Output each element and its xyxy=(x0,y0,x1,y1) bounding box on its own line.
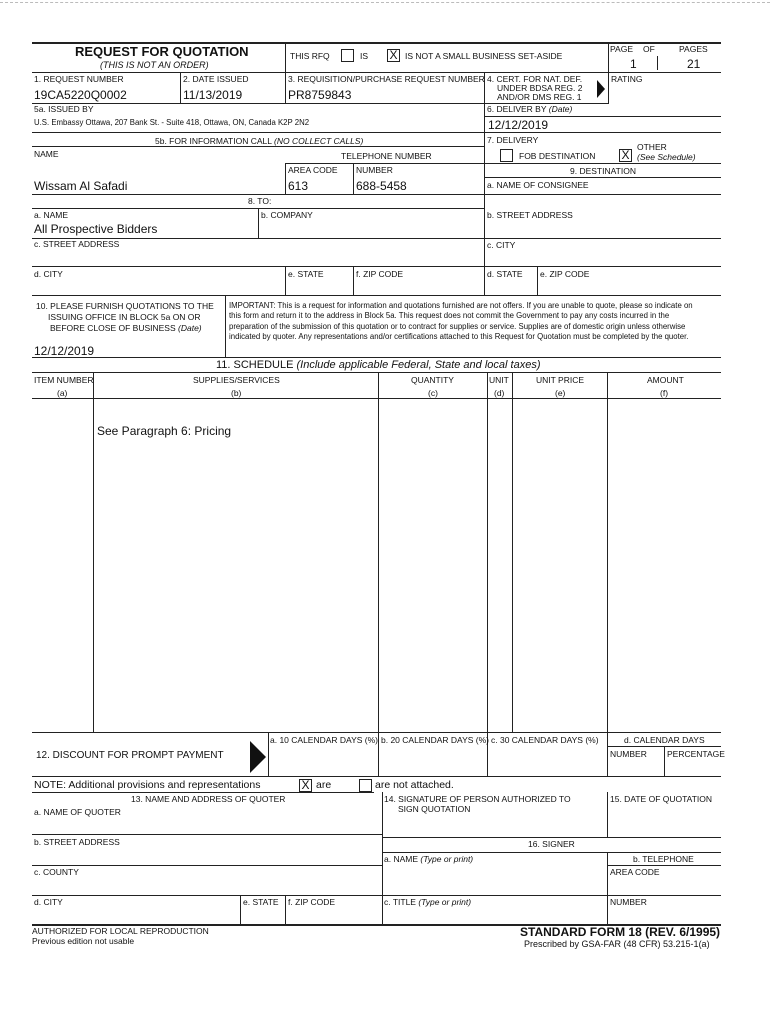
discount-number: NUMBER xyxy=(610,749,647,759)
other-label: OTHER xyxy=(637,142,667,152)
discount-percentage: PERCENTAGE xyxy=(667,749,725,759)
cert-label-2: UNDER BDSA REG. 2 xyxy=(497,83,583,93)
signer-area-code-label: AREA CODE xyxy=(610,867,660,877)
signature-label-2: SIGN QUOTATION xyxy=(398,804,471,814)
destination-label: 9. DESTINATION xyxy=(570,166,636,176)
name-label: NAME xyxy=(34,149,59,159)
fob-destination-checkbox[interactable] xyxy=(500,149,513,162)
rule xyxy=(258,208,259,238)
request-number-label: 1. REQUEST NUMBER xyxy=(34,74,124,84)
quoter-county-label: c. COUNTY xyxy=(34,867,79,877)
quoter-street-label: b. STREET ADDRESS xyxy=(34,837,120,847)
rule xyxy=(285,895,286,924)
col-quantity-sub: (c) xyxy=(428,388,438,398)
form-subtitle: (THIS IS NOT AN ORDER) xyxy=(100,60,209,70)
requisition-number[interactable]: PR8759843 xyxy=(288,88,352,102)
is-label: IS xyxy=(360,51,369,61)
to-name[interactable]: All Prospective Bidders xyxy=(34,222,158,236)
to-state-label: e. STATE xyxy=(288,269,324,279)
rule xyxy=(32,834,382,835)
rule xyxy=(32,398,721,399)
footer-authorized: AUTHORIZED FOR LOCAL REPRODUCTION xyxy=(32,926,209,936)
to-zip-label: f. ZIP CODE xyxy=(356,269,404,279)
discount-30-days: c. 30 CALENDAR DAYS (%) xyxy=(491,735,599,745)
rule xyxy=(93,372,94,732)
quoter-zip-label: f. ZIP CODE xyxy=(288,897,336,907)
rule xyxy=(484,177,721,178)
rule xyxy=(382,792,383,924)
rule xyxy=(240,895,241,924)
quotation-due-date[interactable]: 12/12/2019 xyxy=(34,344,95,358)
rule xyxy=(487,372,488,776)
to-city-label: d. CITY xyxy=(34,269,63,279)
rule xyxy=(382,837,721,838)
fob-destination-label: FOB DESTINATION xyxy=(519,151,596,161)
col-unit: UNIT xyxy=(489,375,509,385)
rule xyxy=(32,895,721,896)
rule xyxy=(607,792,608,837)
signature-label-1: 14. SIGNATURE OF PERSON AUTHORIZED TO xyxy=(384,794,571,804)
rule xyxy=(285,163,484,164)
important-notice: IMPORTANT: This is a request for information and quotations furnished are not offers. If you are unable to quote, please so indicate on this form and return it to the address in Block 5a. This request does not commit the Government to pay any costs incurred in the preparation of the submission of this quotation or to contract for supplies or service. Supplies are of domestic origin unless otherwise indicated by quoter. Any representations and/or certifications attached to this Request for Quotation must be completed by the quoter. xyxy=(229,301,693,342)
cert-label-1: 4. CERT. FOR NAT. DEF. xyxy=(487,74,583,84)
rule xyxy=(607,372,608,776)
rule xyxy=(657,56,658,70)
footer-prescribed: Prescribed by GSA-FAR (48 CFR) 53.215-1(a) xyxy=(524,939,710,949)
is-not-set-aside-checkbox[interactable] xyxy=(387,49,400,62)
contact-name[interactable]: Wissam Al Safadi xyxy=(34,179,128,193)
schedule-content[interactable]: See Paragraph 6: Pricing xyxy=(97,424,232,438)
to-name-label: a. NAME xyxy=(34,210,69,220)
discount-label: 12. DISCOUNT FOR PROMPT PAYMENT xyxy=(36,750,224,761)
block-13-label: 13. NAME AND ADDRESS OF QUOTER xyxy=(131,794,286,804)
cert-label-3: AND/OR DMS REG. 1 xyxy=(497,92,582,102)
rule xyxy=(180,72,181,103)
deliver-by-label: 6. DELIVER BY (Date) xyxy=(487,104,573,114)
rule xyxy=(607,746,721,747)
rating-label: RATING xyxy=(611,74,643,84)
rule xyxy=(32,266,721,267)
rule xyxy=(607,852,608,924)
rule xyxy=(512,372,513,732)
page-number: 1 xyxy=(630,57,637,71)
rule xyxy=(32,295,721,296)
signer-title-label: c. TITLE (Type or print) xyxy=(384,897,472,907)
to-label: 8. TO: xyxy=(248,196,272,206)
rule xyxy=(32,238,721,239)
top-edge xyxy=(0,2,770,3)
this-rfq-label: THIS RFQ xyxy=(290,51,330,61)
rule xyxy=(484,116,721,117)
footer-form-number: STANDARD FORM 18 (REV. 6/1995) xyxy=(520,925,721,939)
rule xyxy=(32,357,721,358)
col-quantity: QUANTITY xyxy=(411,375,454,385)
request-number[interactable]: 19CA5220Q0002 xyxy=(34,88,127,102)
provisions-are-not-checkbox[interactable] xyxy=(359,779,372,792)
area-code-label: AREA CODE xyxy=(288,165,338,175)
area-code[interactable]: 613 xyxy=(288,179,309,193)
signer-telephone-label: b. TELEPHONE xyxy=(633,854,694,864)
col-unit-sub: (d) xyxy=(494,388,505,398)
deliver-by-date[interactable]: 12/12/2019 xyxy=(488,118,549,132)
company-label: b. COMPANY xyxy=(261,210,313,220)
col-item-number: ITEM NUMBER xyxy=(34,375,94,385)
destination-zip-label: e. ZIP CODE xyxy=(540,269,590,279)
rule xyxy=(285,266,286,295)
rule xyxy=(285,72,286,103)
rule xyxy=(32,776,721,777)
signer-number-label: NUMBER xyxy=(610,897,647,907)
rule xyxy=(32,146,484,147)
date-issued-label: 2. DATE ISSUED xyxy=(183,74,249,84)
check-mark: X xyxy=(621,148,630,162)
rule xyxy=(285,42,286,72)
rule xyxy=(353,163,354,194)
quoter-state-label: e. STATE xyxy=(243,897,279,907)
number-label: NUMBER xyxy=(356,165,393,175)
arrow-right-icon xyxy=(250,741,266,773)
date-of-quotation-label: 15. DATE OF QUOTATION xyxy=(610,794,713,804)
rule xyxy=(664,746,665,776)
info-call-label: 5b. FOR INFORMATION CALL (NO COLLECT CALLS) xyxy=(155,136,364,146)
phone-number[interactable]: 688-5458 xyxy=(356,179,407,193)
col-supplies: SUPPLIES/SERVICES xyxy=(193,375,280,385)
rule xyxy=(484,72,485,295)
page-label: PAGE xyxy=(610,44,633,54)
col-amount-sub: (f) xyxy=(660,388,669,398)
is-set-aside-checkbox[interactable] xyxy=(341,49,354,62)
arrow-right-icon xyxy=(597,80,605,98)
note-text: NOTE: Additional provisions and representations xyxy=(34,779,261,791)
discount-10-days: a. 10 CALENDAR DAYS (%) xyxy=(270,735,379,745)
of-label: OF xyxy=(643,44,655,54)
rule xyxy=(607,865,721,866)
is-not-set-aside-label: IS NOT A SMALL BUSINESS SET-ASIDE xyxy=(405,51,563,61)
rule xyxy=(32,732,721,733)
col-unit-price: UNIT PRICE xyxy=(536,375,585,385)
pages-count: 21 xyxy=(687,57,701,71)
col-supplies-sub: (b) xyxy=(231,388,242,398)
rule xyxy=(32,865,382,866)
other-checkbox[interactable] xyxy=(619,149,632,162)
furnish-line-2: ISSUING OFFICE IN BLOCK 5a ON OR xyxy=(48,312,201,322)
rule xyxy=(32,792,374,793)
signer-label: 16. SIGNER xyxy=(528,839,575,849)
see-schedule-label: (See Schedule) xyxy=(637,152,696,162)
footer-previous-edition: Previous edition not usable xyxy=(32,936,135,946)
rule xyxy=(353,266,354,295)
form-title: REQUEST FOR QUOTATION xyxy=(75,44,249,59)
destination-street-label: b. STREET ADDRESS xyxy=(487,210,573,220)
rule xyxy=(382,852,721,853)
are-not-label: are not attached. xyxy=(375,779,454,791)
quoter-city-label: d. CITY xyxy=(34,897,63,907)
furnish-line-1: 10. PLEASE FURNISH QUOTATIONS TO THE xyxy=(36,301,214,311)
delivery-label: 7. DELIVERY xyxy=(487,135,539,145)
discount-20-days: b. 20 CALENDAR DAYS (%) xyxy=(381,735,490,745)
col-amount: AMOUNT xyxy=(647,375,684,385)
rule xyxy=(285,163,286,194)
to-street-label: c. STREET ADDRESS xyxy=(34,239,120,249)
check-mark: X xyxy=(389,48,398,62)
rule xyxy=(225,295,226,357)
quoter-name-label: a. NAME OF QUOTER xyxy=(34,807,121,817)
pages-label: PAGES xyxy=(679,44,708,54)
schedule-title: 11. SCHEDULE (Include applicable Federal, State and local taxes) xyxy=(216,359,541,371)
rule xyxy=(32,372,721,373)
rule xyxy=(32,132,721,133)
rule xyxy=(32,72,721,73)
issued-by-label: 5a. ISSUED BY xyxy=(34,104,94,114)
destination-state-label: d. STATE xyxy=(487,269,523,279)
requisition-label: 3. REQUISITION/PURCHASE REQUEST NUMBER xyxy=(288,74,485,84)
rule xyxy=(484,163,721,164)
rule xyxy=(378,372,379,776)
signer-name-label: a. NAME (Type or print) xyxy=(384,854,474,864)
discount-calendar-days: d. CALENDAR DAYS xyxy=(624,735,705,745)
col-unit-price-sub: (e) xyxy=(555,388,566,398)
are-label: are xyxy=(316,779,332,791)
col-item-sub: (a) xyxy=(57,388,68,398)
check-mark: X xyxy=(301,778,310,792)
destination-city-label: c. CITY xyxy=(487,240,516,250)
consignee-label: a. NAME OF CONSIGNEE xyxy=(487,180,589,190)
rule xyxy=(268,732,269,776)
provisions-are-checkbox[interactable] xyxy=(299,779,312,792)
rule xyxy=(32,194,721,195)
rule xyxy=(608,42,609,103)
telephone-label: TELEPHONE NUMBER xyxy=(341,151,432,161)
date-issued[interactable]: 11/13/2019 xyxy=(183,88,243,102)
rule xyxy=(537,266,538,295)
issued-by-address[interactable]: U.S. Embassy Ottawa, 207 Bank St. - Suite 418, Ottawa, ON, Canada K2P 2N2 xyxy=(34,118,310,127)
furnish-line-3: BEFORE CLOSE OF BUSINESS (Date) xyxy=(50,323,202,333)
